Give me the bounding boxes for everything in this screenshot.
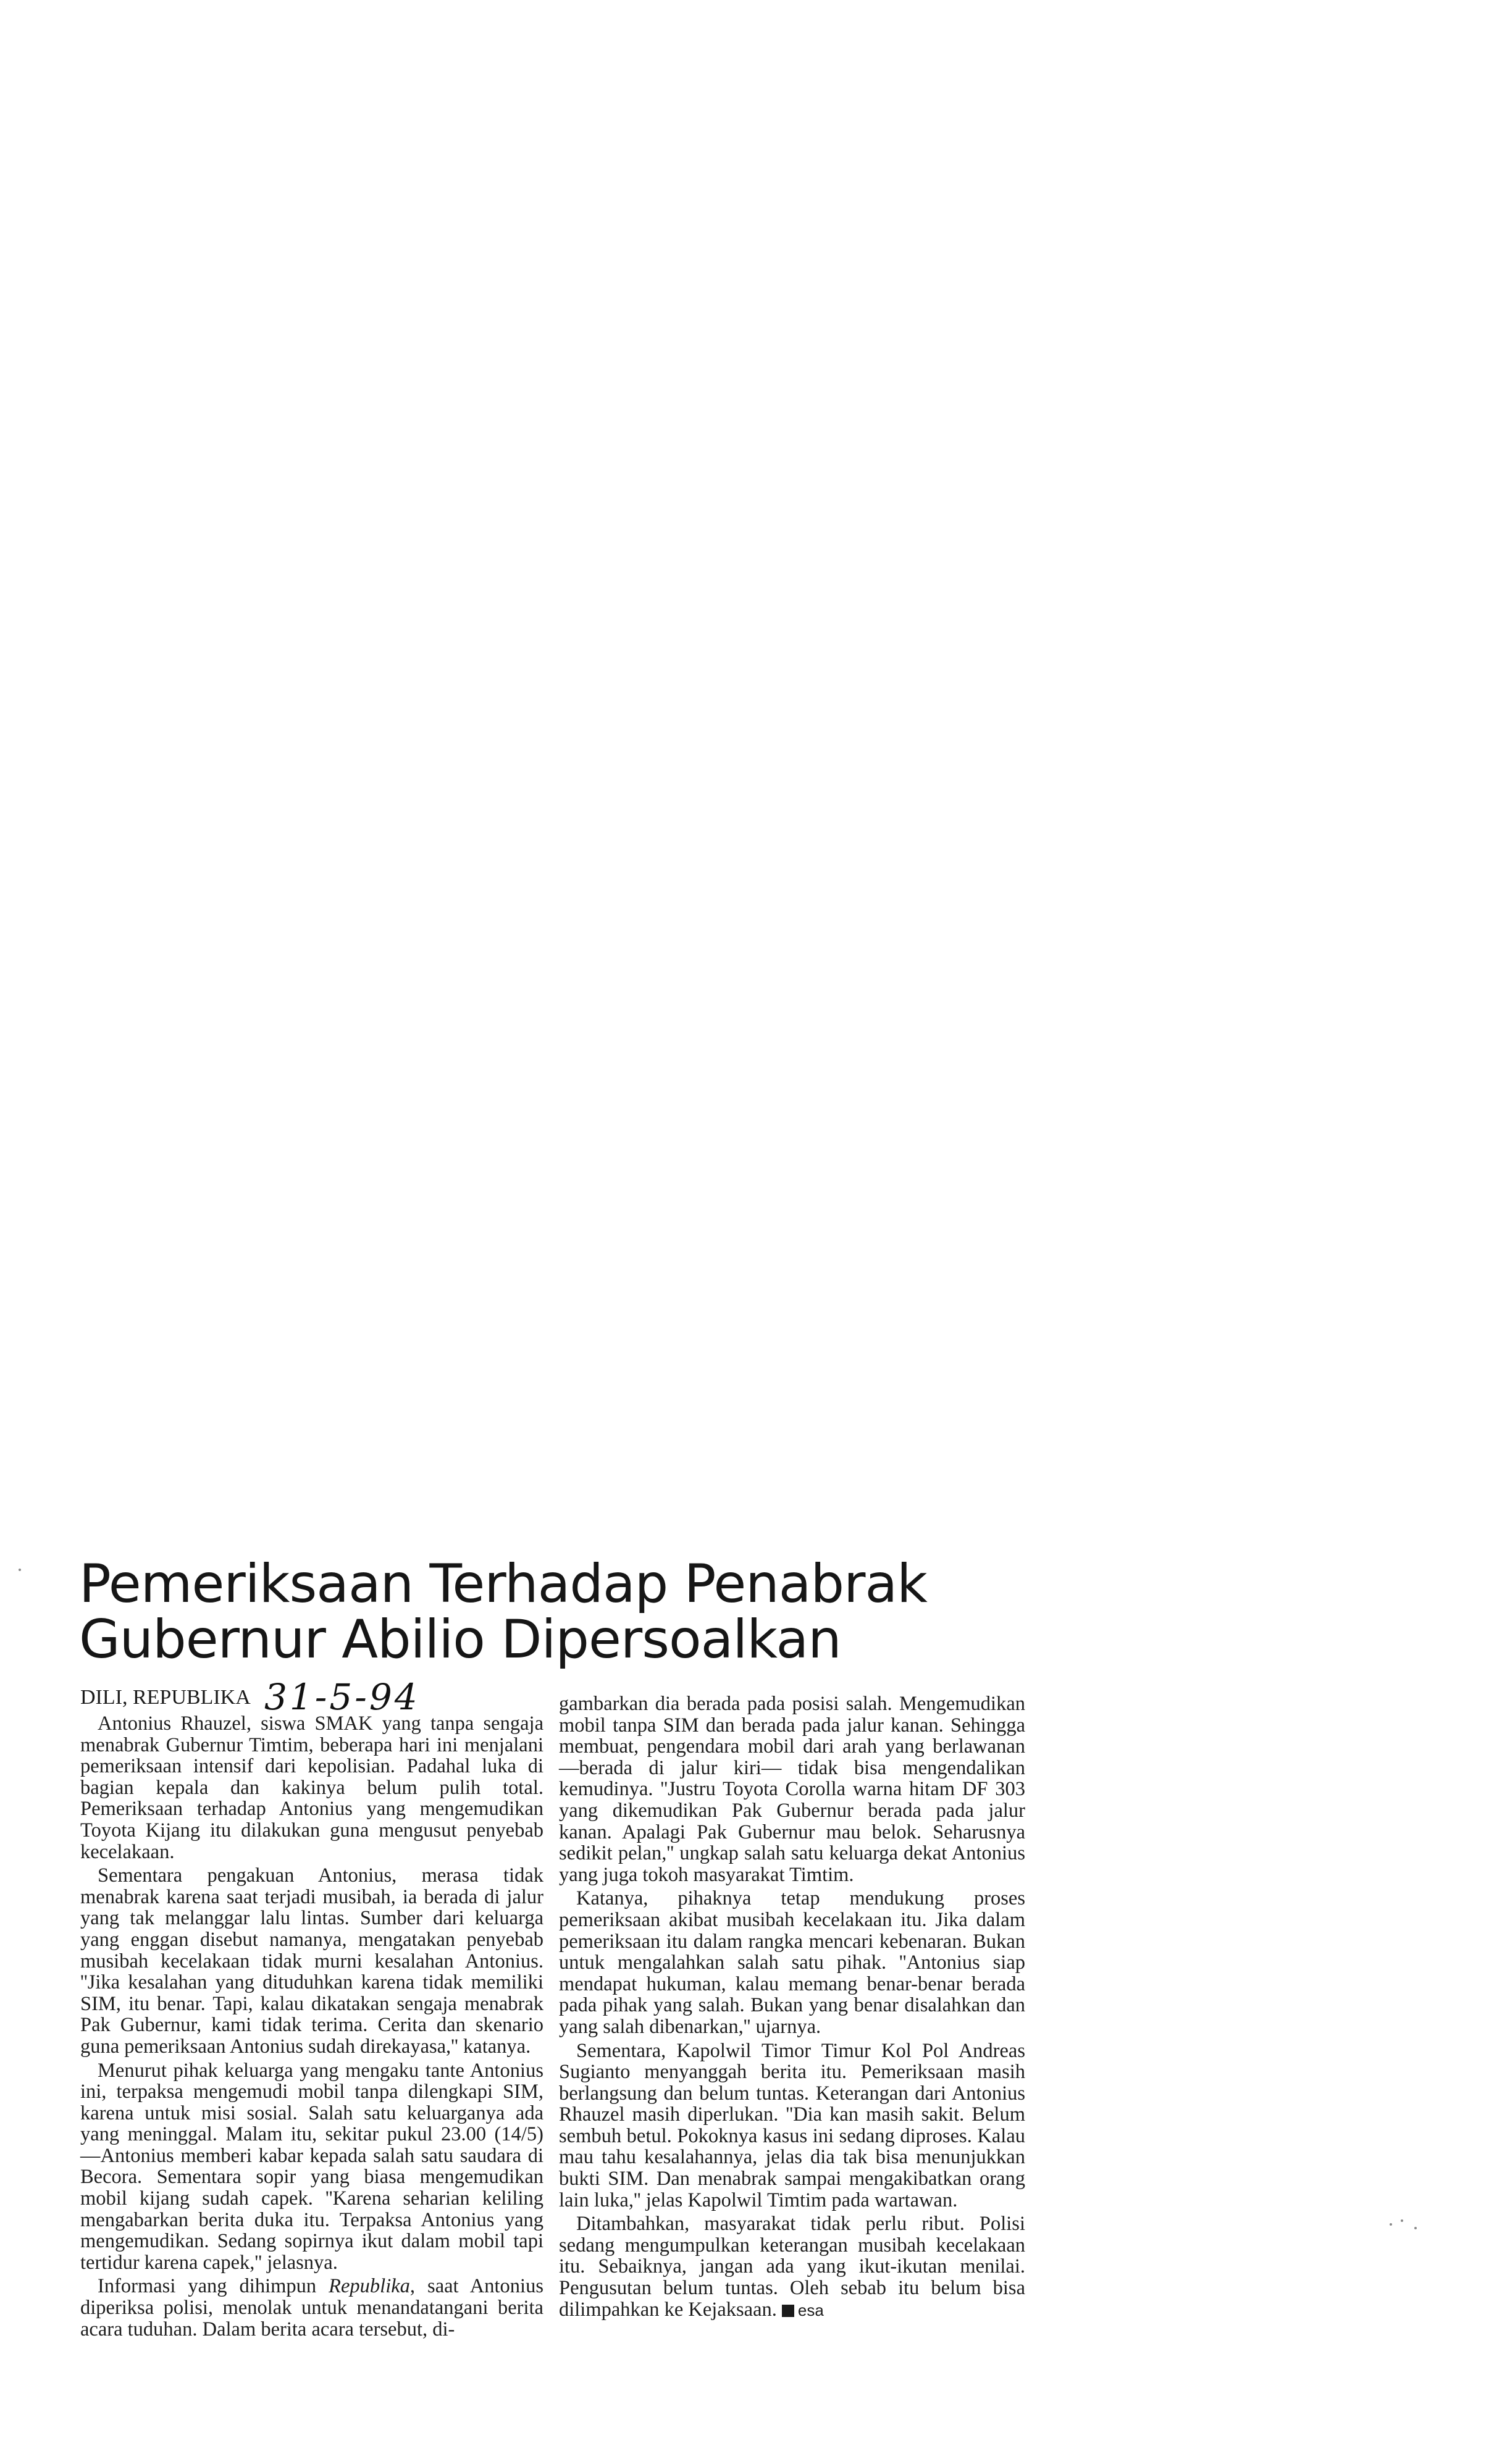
handwritten-date: 31-5-94 [264, 1676, 420, 1718]
publication-name: Republika [329, 2275, 410, 2298]
headline-line-1: Pemeriksaan Terhadap Penabrak [79, 1553, 927, 1615]
scan-speck [1390, 2223, 1392, 2226]
headline [79, 1553, 1043, 1670]
paragraph: Antonius Rhauzel, siswa SMAK yang tanpa sengaja menabrak Gubernur Timtim, beberapa hari ini menjalani pemeriksaan intensif dari kepolisian. Padahal luka di bagian kepala dan kakinya belum pulih total. Pemeriksaan terhadap Antonius yang mengemudikan Toyota Kijang itu dilakukan guna mengusut penyebab kecelakaan. [80, 1712, 543, 1863]
paragraph-text: Ditambahkan, masyarakat tidak perlu ribut. Polisi sedang mengumpulkan keterangan musibah kecelakaan itu. Sebaiknya, jangan ada yang ikut-ikutan menilai. Pengusutan belum tuntas. Oleh sebab itu belum bisa dilimpahkan ke Kejaksaan. [559, 2213, 1025, 2321]
article-column-left [80, 1713, 543, 2340]
headline-line-2: Gubernur Abilio Dipersoalkan [79, 1609, 841, 1670]
author-signoff: esa [797, 2300, 824, 2319]
paragraph: Sementara pengakuan Antonius, merasa tidak menabrak karena saat terjadi musibah, ia berada di jalur yang tak melanggar lalu lintas. Sumber dari keluarga yang enggan disebut namanya, mengatakan penyebab musibah kecelakaan tidak murni kesalahan Antonius. ''Jika kesalahan yang dituduhkan karena tidak memiliki SIM, itu benar. Tapi, kalau dikatakan sengaja menabrak Pak Gubernur, kami tidak terima. Cerita dan skenario guna pemeriksaan Antonius sudah direkayasa,'' katanya. [80, 1864, 543, 2058]
paragraph [80, 2276, 543, 2340]
scan-speck [1414, 2227, 1417, 2229]
paragraph [559, 2213, 1025, 2321]
paragraph: gambarkan dia berada pada posisi salah. Mengemudikan mobil tanpa SIM dan berada pada jalur kanan. Sehingga membuat, pengendara mobil dari arah yang berlawanan —berada di jalur kiri— tidak bisa mengendalikan kemudinya. ''Justru Toyota Corolla warna hitam DF 303 yang dikemudikan Pak Gubernur berada pada jalur kanan. Apalagi Pak Gubernur mau belok. Seharusnya sedikit pelan,'' ungkap salah satu keluarga dekat Antonius yang juga tokoh masyarakat Timtim. [559, 1693, 1025, 1886]
article-column-right [559, 1693, 1025, 2321]
paragraph-text: , saat Antonius diperiksa polisi, menolak untuk menandatangani berita acara tuduhan. Dalam berita acara tersebut, di- [80, 2275, 543, 2340]
paragraph: Sementara, Kapolwil Timor Timur Kol Pol Andreas Sugianto menyanggah berita itu. Pemeriksaan masih berlangsung dan belum tuntas. Keterangan dari Antonius Rhauzel masih diperlukan. ''Dia kan masih sakit. Belum sembuh betul. Pokoknya kasus ini sedang diproses. Kalau mau tahu kesalahannya, jelas dia tak bisa menunjukkan bukti SIM. Dan menabrak sampai mengakibatkan orang lain luka,'' jelas Kapolwil Timtim pada wartawan. [559, 2039, 1025, 2211]
paragraph: Katanya, pihaknya tetap mendukung proses pemeriksaan akibat musibah kecelakaan itu. Jika dalam pemeriksaan itu dalam rangka mencari kebenaran. Bukan untuk mengalahkan salah satu pihak. ''Antonius siap mendapat hukuman, kalau memang benar-benar berada pada pihak yang salah. Bukan yang benar disalahkan dan yang salah dibenarkan,'' ujarnya. [559, 1887, 1025, 2038]
end-of-article-square-icon [782, 2305, 794, 2317]
dateline-row [80, 1676, 550, 1718]
paragraph: Menurut pihak keluarga yang mengaku tante Antonius ini, terpaksa mengemudi mobil tanpa dilengkapi SIM, karena untuk misi sosial. Salah satu keluarganya ada yang meninggal. Malam itu, sekitar pukul 23.00 (14/5) —Antonius memberi kabar kepada salah satu saudara di Becora. Sementara sopir yang biasa mengemudikan mobil kijang sudah capek. ''Karena seharian keliling mengabarkan berita duka itu. Terpaksa Antonius yang mengemudikan. Sedang sopirnya ikut dalam mobil tapi tertidur karena capek,'' jelasnya. [80, 2059, 543, 2274]
scan-speck [19, 1569, 21, 1571]
paragraph-text: Informasi yang dihimpun [98, 2275, 329, 2298]
scan-speck [1401, 2219, 1403, 2222]
dateline: DILI, REPUBLIKA [80, 1686, 251, 1709]
